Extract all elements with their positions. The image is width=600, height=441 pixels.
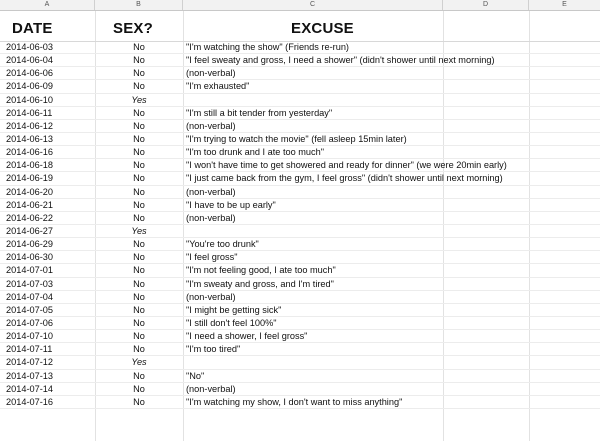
sex-cell[interactable]: No — [133, 331, 145, 342]
table-row — [0, 264, 600, 277]
sex-cell[interactable]: No — [133, 147, 145, 158]
sex-cell[interactable]: No — [133, 68, 145, 79]
column-header-c[interactable]: C — [183, 0, 443, 10]
excuse-header[interactable]: EXCUSE — [291, 20, 354, 37]
sex-cell[interactable]: No — [133, 252, 145, 263]
column-header-a[interactable]: A — [0, 0, 95, 10]
date-cell[interactable]: 2014-07-01 — [6, 265, 53, 276]
table-row — [0, 304, 600, 317]
sex-cell[interactable]: Yes — [131, 94, 147, 105]
table-row — [0, 172, 600, 185]
column-header-e[interactable]: E — [562, 1, 567, 8]
date-cell[interactable]: 2014-06-11 — [6, 107, 53, 118]
sex-cell[interactable]: No — [133, 212, 145, 223]
sex-cell[interactable]: No — [133, 133, 145, 144]
excuse-cell[interactable]: "I'm trying to watch the movie" (fell asleep 15min later) — [186, 133, 407, 144]
excuse-cell[interactable]: "I might be getting sick" — [186, 304, 282, 315]
sex-cell[interactable]: No — [133, 344, 145, 355]
date-cell[interactable]: 2014-07-16 — [6, 396, 53, 407]
excuse-cell[interactable]: "I'm watching my show, I don't want to miss anything" — [186, 396, 403, 407]
date-cell[interactable]: 2014-06-03 — [6, 42, 53, 52]
table-row — [0, 67, 600, 80]
excuse-cell[interactable]: "I'm too drunk and I ate too much" — [186, 147, 324, 158]
date-cell[interactable]: 2014-06-13 — [6, 133, 53, 144]
date-cell[interactable]: 2014-07-04 — [6, 291, 53, 302]
date-cell[interactable]: 2014-07-11 — [6, 344, 53, 355]
date-cell[interactable]: 2014-06-12 — [6, 120, 53, 131]
excuse-cell[interactable]: "I still don't feel 100%" — [186, 317, 277, 328]
date-cell[interactable]: 2014-06-19 — [6, 173, 53, 184]
date-cell[interactable]: 2014-07-12 — [6, 357, 53, 368]
excuse-cell[interactable]: "I need a shower, I feel gross" — [186, 331, 308, 342]
excuse-cell[interactable]: "No" — [186, 370, 205, 381]
excuse-cell[interactable]: "I'm still a bit tender from yesterday" — [186, 107, 333, 118]
table-row — [0, 396, 600, 409]
table-row — [0, 291, 600, 304]
date-cell[interactable]: 2014-06-30 — [6, 252, 53, 263]
table-row — [0, 356, 600, 369]
excuse-cell[interactable]: (non-verbal) — [186, 186, 236, 197]
sex-cell[interactable]: No — [133, 173, 145, 184]
table-row — [0, 343, 600, 356]
table-row — [0, 146, 600, 159]
date-cell[interactable]: 2014-06-21 — [6, 199, 53, 210]
sex-cell[interactable]: No — [133, 265, 145, 276]
excuse-cell[interactable]: (non-verbal) — [186, 291, 236, 302]
date-cell[interactable]: 2014-06-22 — [6, 212, 53, 223]
date-cell[interactable]: 2014-06-06 — [6, 68, 53, 79]
date-cell[interactable]: 2014-06-16 — [6, 147, 53, 158]
date-cell[interactable]: 2014-06-29 — [6, 239, 53, 250]
excuse-cell[interactable] — [186, 94, 598, 106]
table-row — [0, 80, 600, 93]
sex-cell[interactable]: No — [133, 107, 145, 118]
sex-cell[interactable]: No — [133, 304, 145, 315]
date-cell[interactable]: 2014-07-06 — [6, 317, 53, 328]
sex-cell[interactable]: No — [133, 317, 145, 328]
sex-cell[interactable]: No — [133, 160, 145, 171]
excuse-cell[interactable]: (non-verbal) — [186, 383, 236, 394]
date-cell[interactable]: 2014-06-10 — [6, 94, 53, 105]
table-row — [0, 330, 600, 343]
excuse-cell[interactable]: (non-verbal) — [186, 68, 236, 79]
excuse-cell[interactable]: "I'm not feeling good, I ate too much" — [186, 265, 336, 276]
table-row — [0, 199, 600, 212]
sex-cell[interactable]: No — [133, 42, 145, 52]
sex-cell[interactable]: No — [133, 370, 145, 381]
table-row — [0, 41, 600, 54]
excuse-cell[interactable]: "You're too drunk" — [186, 239, 259, 250]
excuse-cell[interactable]: "I feel gross" — [186, 252, 238, 263]
date-cell[interactable]: 2014-07-10 — [6, 331, 53, 342]
table-row — [0, 186, 600, 199]
table-row — [0, 238, 600, 251]
table-row — [0, 370, 600, 383]
table-row — [0, 251, 600, 264]
column-header-b[interactable]: B — [95, 0, 183, 10]
sex-cell[interactable]: No — [133, 186, 145, 197]
date-cell[interactable]: 2014-07-13 — [6, 370, 53, 381]
table-row — [0, 54, 600, 67]
excuse-cell[interactable]: (non-verbal) — [186, 212, 236, 223]
data-rows — [0, 41, 600, 409]
excuse-cell[interactable]: "I'm too tired" — [186, 344, 241, 355]
table-row — [0, 317, 600, 330]
sex-cell[interactable]: Yes — [131, 225, 147, 236]
sex-cell[interactable]: No — [133, 278, 145, 289]
header-row — [0, 11, 600, 42]
sex-cell[interactable]: Yes — [131, 357, 147, 368]
date-header[interactable]: DATE — [12, 20, 53, 37]
table-row — [0, 278, 600, 291]
table-row — [0, 225, 600, 238]
sex-cell[interactable]: No — [133, 383, 145, 394]
sex-cell[interactable]: No — [133, 120, 145, 131]
date-cell[interactable]: 2014-06-04 — [6, 55, 53, 66]
date-cell[interactable]: 2014-07-03 — [6, 278, 53, 289]
sex-cell[interactable]: No — [133, 239, 145, 250]
table-row — [0, 212, 600, 225]
table-row — [0, 94, 600, 107]
date-cell[interactable]: 2014-07-14 — [6, 383, 53, 394]
date-cell[interactable]: 2014-06-27 — [6, 225, 53, 236]
table-row — [0, 107, 600, 120]
table-row — [0, 120, 600, 133]
excuse-cell[interactable]: "I'm watching the show" (Friends re-run) — [186, 42, 349, 52]
excuse-cell[interactable]: "I have to be up early" — [186, 199, 276, 210]
table-row — [0, 133, 600, 146]
table-row — [0, 159, 600, 172]
sex-cell[interactable]: No — [133, 81, 145, 92]
sex-cell[interactable]: No — [133, 291, 145, 302]
excuse-cell[interactable]: "I feel sweaty and gross, I need a shower" (didn't shower until next morning) — [186, 55, 495, 66]
date-cell[interactable]: 2014-06-20 — [6, 186, 53, 197]
excuse-cell[interactable] — [186, 225, 598, 237]
excuse-cell[interactable]: (non-verbal) — [186, 120, 236, 131]
column-header-d[interactable]: D — [443, 0, 529, 10]
excuse-cell[interactable]: "I'm exhausted" — [186, 81, 250, 92]
sex-cell[interactable]: No — [133, 55, 145, 66]
excuse-cell[interactable]: "I won't have time to get showered and ready for dinner" (we were 20min early) — [186, 160, 507, 171]
sex-cell[interactable]: No — [133, 396, 145, 407]
excuse-cell[interactable]: "I just came back from the gym, I feel gross" (didn't shower until next morning) — [186, 173, 503, 184]
date-cell[interactable]: 2014-06-18 — [6, 160, 53, 171]
date-cell[interactable]: 2014-06-09 — [6, 81, 53, 92]
column-header-row — [0, 0, 600, 11]
sex-header[interactable]: SEX? — [113, 20, 153, 37]
excuse-cell[interactable]: "I'm sweaty and gross, and I'm tired" — [186, 278, 334, 289]
date-cell[interactable]: 2014-07-05 — [6, 304, 53, 315]
excuse-cell[interactable] — [186, 356, 598, 368]
table-row — [0, 383, 600, 396]
sex-cell[interactable]: No — [133, 199, 145, 210]
